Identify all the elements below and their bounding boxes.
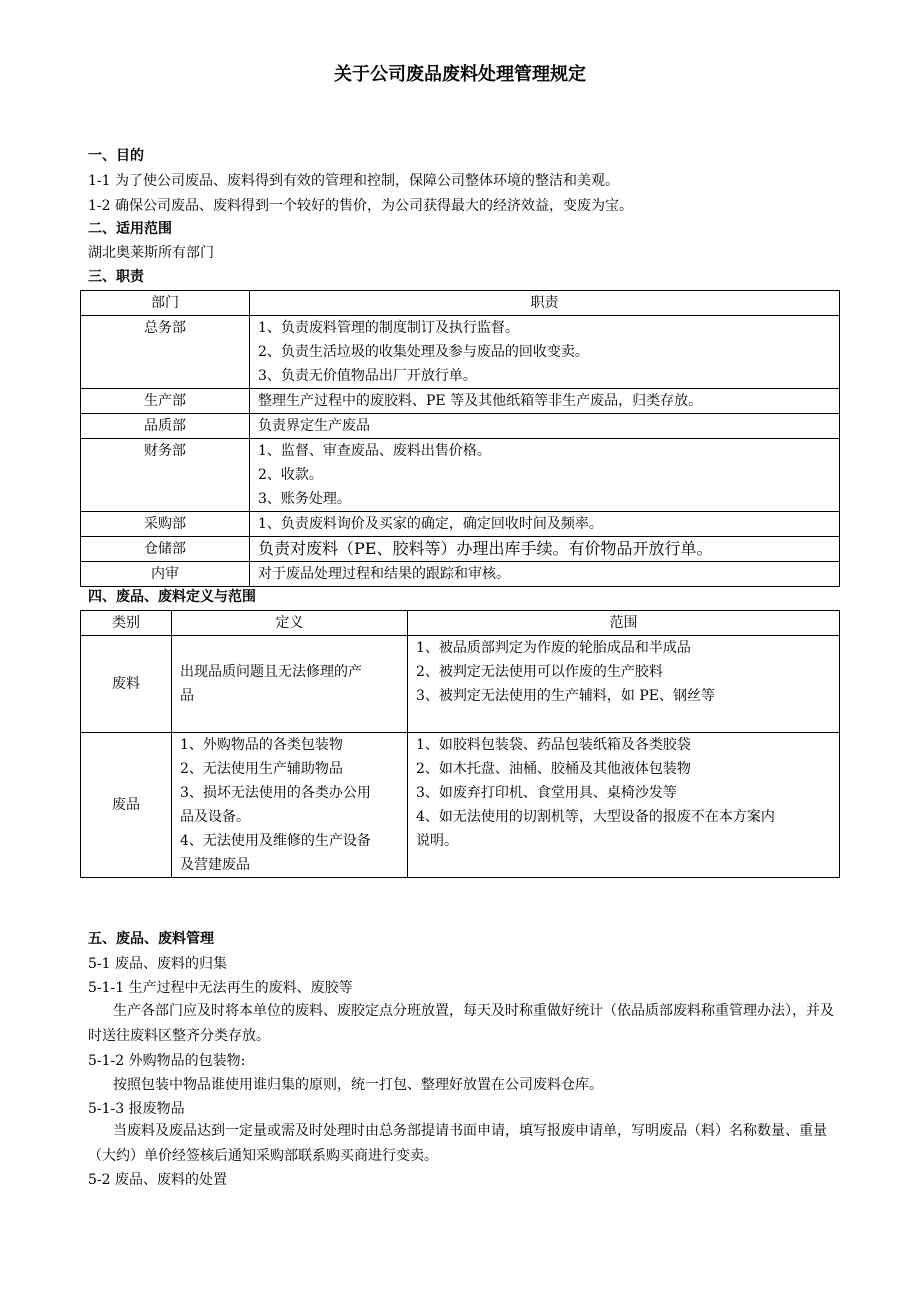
section-1-paragraph-1: 1-1 为了使公司废品、废料得到有效的管理和控制，保障公司整体环境的整洁和美观。 [88, 173, 619, 189]
subsection-5-1-3-body: 当废料及废品达到一定量或需及时处理时由总务部提请书面申请，填写报废申请单，写明废品（料）名称数量、重量（大约）单价经签核后通知采购部联系购买商进行变卖。 [88, 1123, 827, 1164]
table-row [81, 389, 840, 414]
type-cell: 废料 [81, 636, 172, 733]
table-row [81, 537, 840, 562]
section-1-heading: 一、目的 [88, 148, 144, 164]
definition-line: 1、外购物品的各类包装物 [180, 737, 343, 753]
scope-cell [408, 636, 840, 733]
definition-line: 4、无法使用及维修的生产设备 [180, 833, 371, 849]
scope-line: 3、被判定无法使用的生产辅料，如 PE、钢丝等 [416, 688, 715, 704]
duty-cell: 1、负责废料询价及买家的确定，确定回收时间及频率。 [250, 512, 840, 537]
subsection-5-1: 5-1 废品、废料的归集 [88, 956, 227, 972]
definition-line: 及营建废品 [180, 857, 250, 873]
scope-line: 1、被品质部判定为作废的轮胎成品和半成品 [416, 640, 691, 656]
dept-cell: 总务部 [81, 316, 250, 389]
section-2-heading: 二、适用范围 [88, 221, 172, 237]
document-title: 关于公司废品废料处理管理规定 [334, 64, 586, 85]
scope-line: 3、如废弃打印机、食堂用具、桌椅沙发等 [416, 785, 677, 801]
definition-cell [172, 733, 408, 878]
table-header-row [81, 291, 840, 316]
table-row [81, 439, 840, 512]
definition-line: 品及设备。 [180, 809, 250, 825]
section-4-heading: 四、废品、废料定义与范围 [88, 589, 256, 605]
column-header-scope: 范围 [408, 611, 840, 636]
duty-cell [250, 439, 840, 512]
scope-cell [408, 733, 840, 878]
scope-line: 2、如木托盘、油桶、胶桶及其他液体包装物 [416, 761, 691, 777]
duty-cell: 负责对废料（PE、胶料等）办理出库手续。有价物品开放行单。 [250, 537, 840, 562]
table-row [81, 636, 840, 733]
column-header-definition: 定义 [172, 611, 408, 636]
definition-table [80, 610, 840, 878]
duty-line: 1、负责废料管理的制度制订及执行监督。 [258, 320, 519, 336]
table-row [81, 733, 840, 878]
definition-cell [172, 636, 408, 733]
dept-cell: 采购部 [81, 512, 250, 537]
duty-line: 3、负责无价值物品出厂开放行单。 [258, 368, 477, 384]
type-cell: 废品 [81, 733, 172, 878]
subsection-5-1-2: 5-1-2 外购物品的包装物: [88, 1053, 246, 1069]
table-row [81, 562, 840, 587]
definition-line: 3、损坏无法使用的各类办公用 [180, 785, 371, 801]
table-row [81, 414, 840, 439]
section-3-heading: 三、职责 [88, 269, 144, 285]
dept-cell: 仓储部 [81, 537, 250, 562]
table-row [81, 316, 840, 389]
subsection-5-1-3: 5-1-3 报废物品 [88, 1101, 185, 1117]
scope-line: 说明。 [416, 833, 458, 849]
dept-cell: 生产部 [81, 389, 250, 414]
scope-line: 1、如胶料包装袋、药品包装纸箱及各类胶袋 [416, 737, 691, 753]
scope-line: 4、如无法使用的切割机等，大型设备的报废不在本方案内 [416, 809, 775, 825]
section-1-paragraph-2: 1-2 确保公司废品、废料得到一个较好的售价，为公司获得最大的经济效益，变废为宝。 [88, 198, 633, 214]
section-5-heading: 五、废品、废料管理 [88, 931, 214, 947]
column-header-duty: 职责 [250, 291, 840, 316]
scope-line: 2、被判定无法使用可以作废的生产胶料 [416, 664, 663, 680]
subsection-5-1-1: 5-1-1 生产过程中无法再生的废料、废胶等 [88, 980, 353, 996]
definition-line: 出现品质问题且无法修理的产 [180, 664, 362, 680]
subsection-5-1-2-body: 按照包装中物品谁使用谁归集的原则，统一打包、整理好放置在公司废料仓库。 [113, 1077, 603, 1093]
duties-table [80, 290, 840, 587]
table-row [81, 512, 840, 537]
subsection-5-2: 5-2 废品、废料的处置 [88, 1172, 227, 1188]
table-header-row [81, 611, 840, 636]
duty-cell: 负责界定生产废品 [250, 414, 840, 439]
section-2-paragraph: 湖北奥莱斯所有部门 [88, 245, 214, 261]
definition-line: 2、无法使用生产辅助物品 [180, 761, 343, 777]
duty-cell [250, 316, 840, 389]
dept-cell: 品质部 [81, 414, 250, 439]
duty-line: 3、账务处理。 [258, 491, 351, 507]
duty-cell: 整理生产过程中的废胶料、PE 等及其他纸箱等非生产废品，归类存放。 [250, 389, 840, 414]
dept-cell: 内审 [81, 562, 250, 587]
column-header-type: 类别 [81, 611, 172, 636]
dept-cell: 财务部 [81, 439, 250, 512]
duty-cell: 对于废品处理过程和结果的跟踪和审核。 [250, 562, 840, 587]
column-header-dept: 部门 [81, 291, 250, 316]
duty-line: 2、负责生活垃圾的收集处理及参与废品的回收变卖。 [258, 344, 589, 360]
subsection-5-1-1-body: 生产各部门应及时将本单位的废料、废胶定点分班放置，每天及时称重做好统计（依品质部废料称重管理办法），并及时送往废料区整齐分类存放。 [88, 1003, 834, 1044]
duty-line: 1、监督、审查废品、废料出售价格。 [258, 443, 491, 459]
definition-line: 品 [180, 688, 194, 704]
duty-line: 2、收款。 [258, 467, 323, 483]
